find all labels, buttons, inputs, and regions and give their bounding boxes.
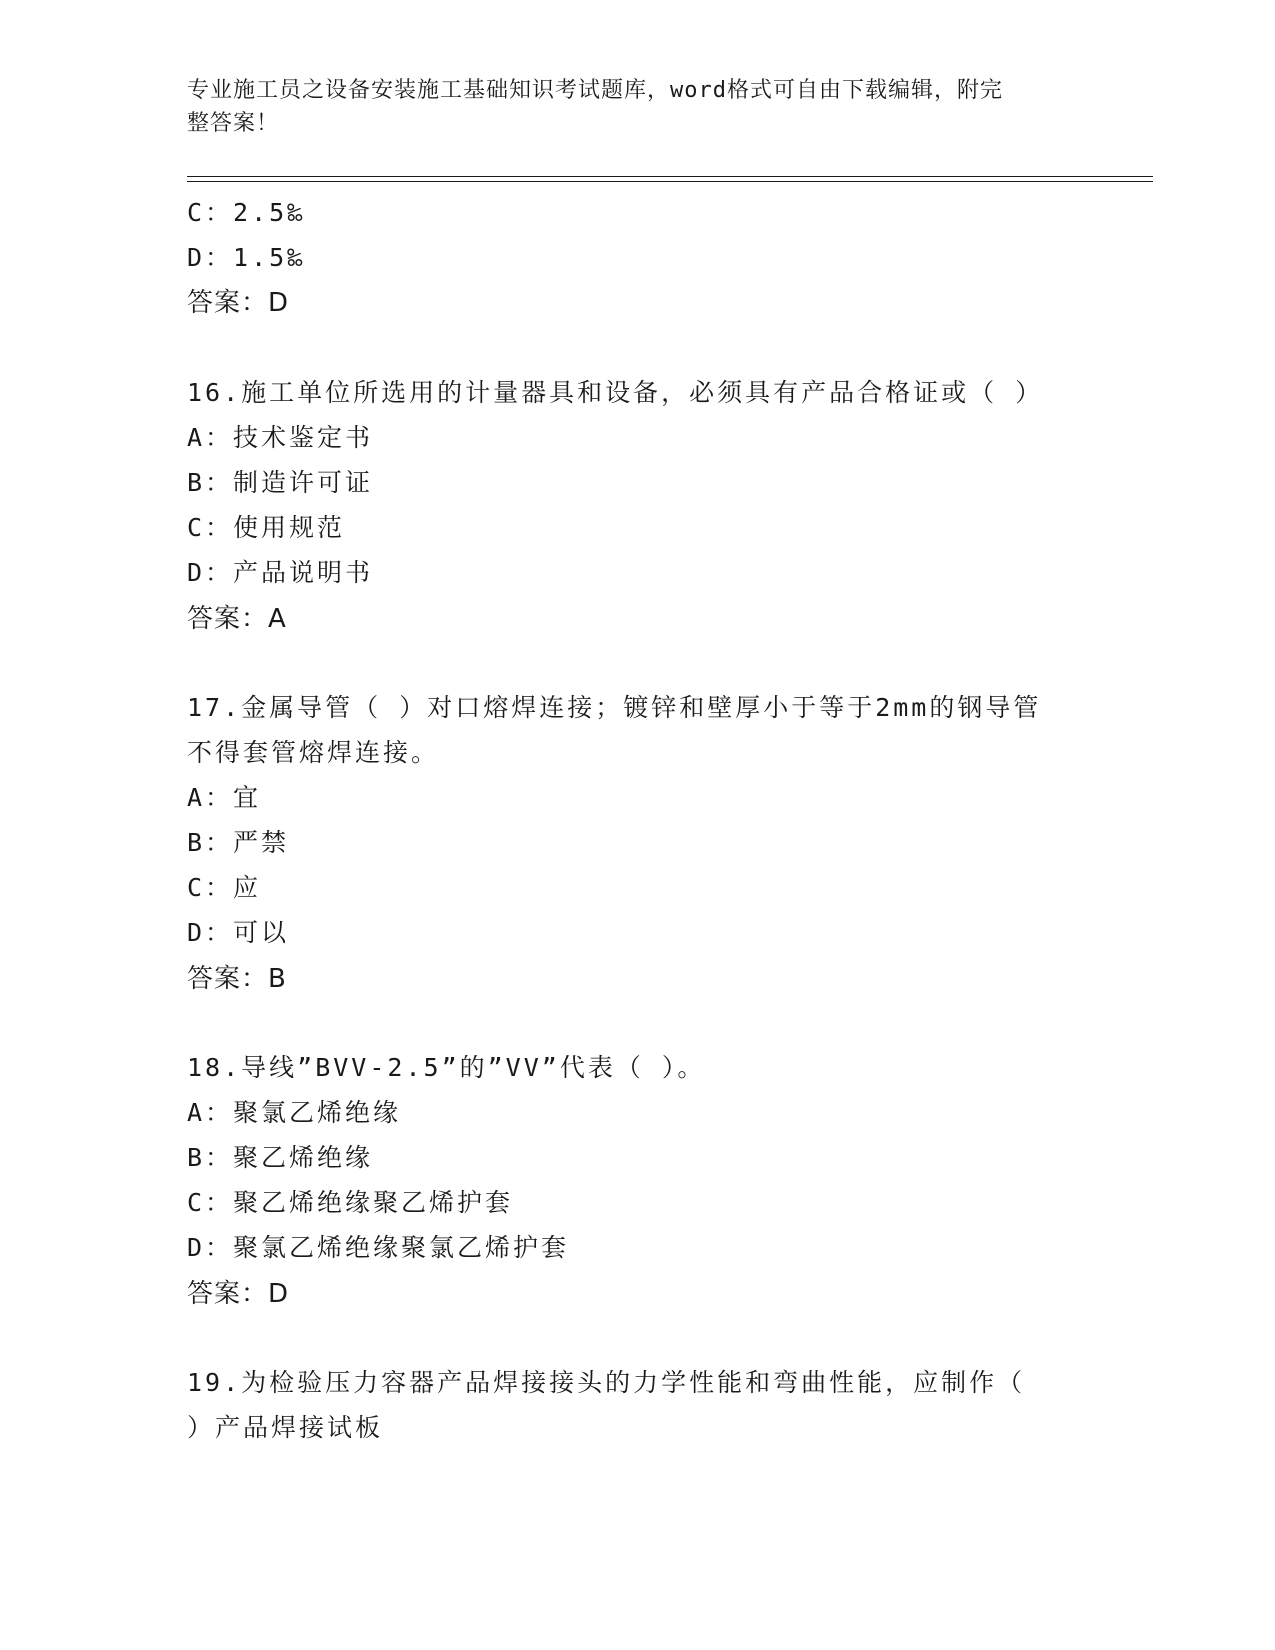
q18-option-d: D：聚氯乙烯绝缘聚氯乙烯护套 <box>187 1233 570 1262</box>
header-title-line-1: 专业施工员之设备安装施工基础知识考试题库，word格式可自由下载编辑，附完 <box>187 78 1003 103</box>
q17-stem-line-2: 不得套管熔焊连接。 <box>187 738 440 767</box>
header-title-line-2: 整答案！ <box>187 111 280 136</box>
q16-option-b: B：制造许可证 <box>187 468 374 497</box>
q17-option-a: A：宜 <box>187 783 262 812</box>
q15-option-c: C：2.5‰ <box>187 198 306 227</box>
header-divider-bottom <box>187 181 1153 182</box>
q17-option-b: B：严禁 <box>187 828 290 857</box>
q18-answer: 答案：D <box>187 1279 290 1309</box>
q18-option-c: C：聚乙烯绝缘聚乙烯护套 <box>187 1188 514 1217</box>
q16-option-c: C：使用规范 <box>187 513 346 542</box>
q18-option-a: A：聚氯乙烯绝缘 <box>187 1098 402 1127</box>
header-divider-top <box>187 176 1153 177</box>
q17-option-d: D：可以 <box>187 918 290 947</box>
document-header <box>187 74 1067 140</box>
q17-stem-line-1: 17.金属导管（ ）对口熔焊连接；镀锌和壁厚小于等于2mm的钢导管 <box>187 693 1042 722</box>
q18-option-b: B：聚乙烯绝缘 <box>187 1143 374 1172</box>
q16-stem: 16.施工单位所选用的计量器具和设备，必须具有产品合格证或（ ） <box>187 378 1044 407</box>
q15-option-d: D：1.5‰ <box>187 243 306 272</box>
q19-stem-line-2: ）产品焊接试板 <box>187 1413 384 1442</box>
q17-answer: 答案：B <box>187 964 287 994</box>
q15-answer: 答案：D <box>187 288 290 318</box>
q18-stem: 18.导线”BVV-2.5”的”VV”代表（ ）。 <box>187 1053 706 1082</box>
q16-option-a: A：技术鉴定书 <box>187 423 374 452</box>
q16-option-d: D：产品说明书 <box>187 558 374 587</box>
q19-stem-line-1: 19.为检验压力容器产品焊接接头的力学性能和弯曲性能，应制作（ <box>187 1368 1026 1397</box>
q16-answer: 答案：A <box>187 604 287 634</box>
q17-option-c: C：应 <box>187 873 262 902</box>
